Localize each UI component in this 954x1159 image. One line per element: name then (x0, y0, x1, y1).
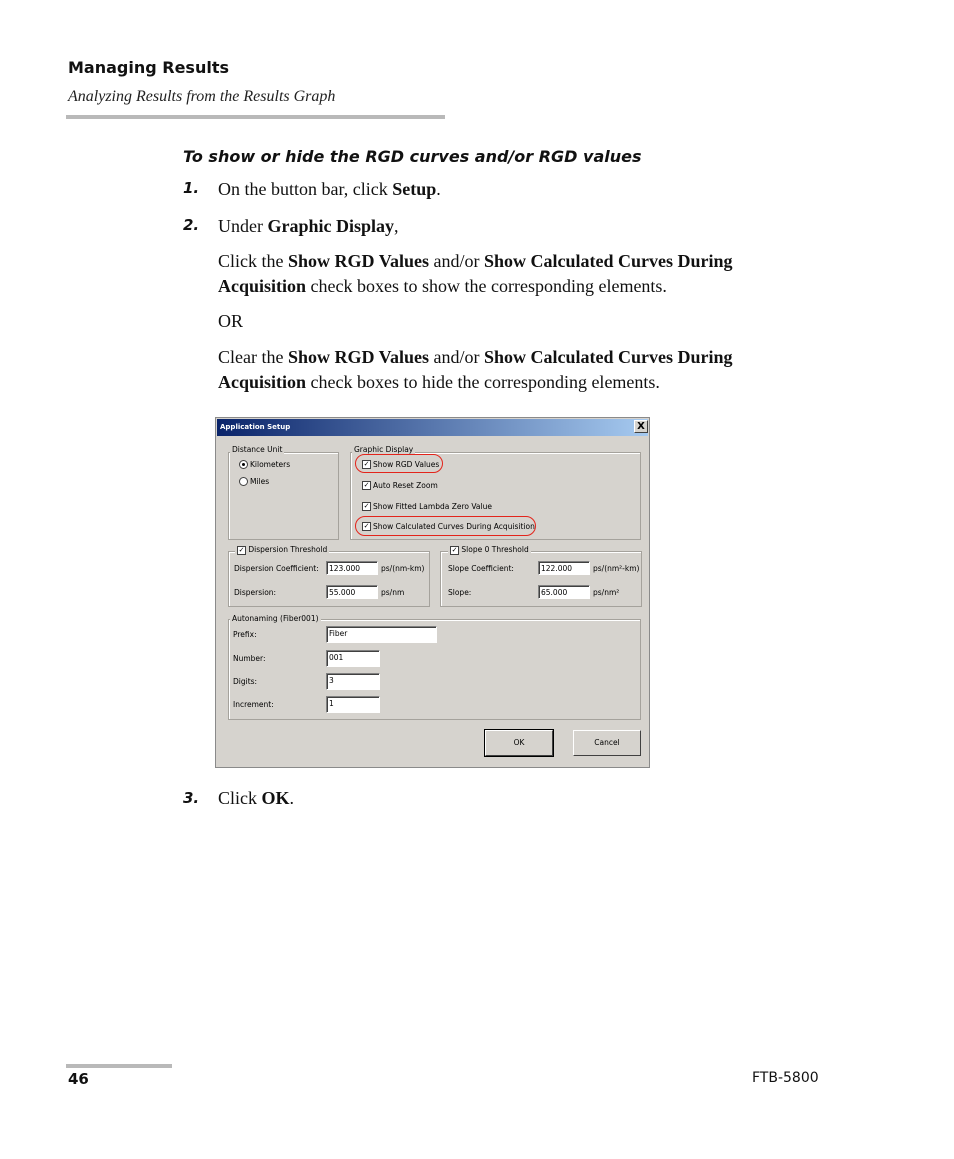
step-1-text (218, 177, 441, 202)
procedure-title: To show or hide the RGD curves and/or RGD values (183, 147, 642, 166)
prefix-field[interactable]: Fiber (326, 626, 437, 643)
slope-threshold-label: Slope 0 Threshold (461, 545, 529, 554)
step-2-text (218, 214, 399, 239)
text: and/or (429, 347, 485, 367)
prefix-label: Prefix: (233, 630, 257, 639)
dispersion-field[interactable]: 55.000 (326, 585, 378, 599)
autonaming-label: Autonaming (Fiber001) (232, 614, 319, 623)
subsection-title: Analyzing Results from the Results Graph (68, 88, 336, 105)
distance-unit-label: Distance Unit (232, 445, 283, 454)
dispersion-threshold-checkbox[interactable]: ✓ (238, 545, 245, 554)
number-label: Number: (233, 654, 266, 663)
dialog-titlebar (217, 419, 648, 436)
auto-reset-zoom-checkbox[interactable]: ✓ (363, 481, 370, 489)
close-icon: X (637, 421, 645, 432)
ui-term: OK (261, 788, 290, 808)
dispersion-threshold-header (235, 545, 329, 555)
punct: . (289, 788, 295, 808)
text: Clear the (218, 347, 288, 367)
step-2 (183, 216, 199, 235)
product-model: FTB-5800 (752, 1070, 819, 1086)
step-1 (183, 179, 199, 198)
show-rgd-values-label: Show RGD Values (373, 460, 440, 469)
text: check boxes to hide the corresponding elements. (306, 372, 660, 392)
footer-rule (66, 1064, 172, 1068)
ui-term: Acquisition (218, 372, 307, 392)
slope-field[interactable]: 65.000 (538, 585, 590, 599)
miles-radio[interactable] (239, 477, 248, 486)
show-fitted-lambda-checkbox[interactable]: ✓ (363, 502, 370, 510)
ui-term: Show RGD Values (287, 347, 430, 367)
ui-term: Graphic Display (267, 216, 395, 236)
ui-term: Show Calculated Curves During (484, 251, 733, 271)
increment-field[interactable]: 1 (326, 696, 380, 713)
step-number: 3. (183, 789, 200, 807)
digits-label: Digits: (233, 677, 258, 686)
slope-label: Slope: (448, 588, 472, 597)
graphic-display-label: Graphic Display (354, 445, 414, 454)
dispersion-coefficient-label: Dispersion Coefficient: (234, 564, 319, 573)
slope-coefficient-label: Slope Coefficient: (448, 564, 514, 573)
highlight-ring (355, 516, 536, 536)
show-paragraph (218, 249, 818, 299)
punct: . (436, 179, 441, 199)
slope-coefficient-field[interactable]: 122.000 (538, 561, 590, 575)
step-text: On the button bar, click (218, 179, 393, 199)
dispersion-coefficient-unit: ps/(nm-km) (381, 564, 425, 573)
highlight-ring (355, 454, 443, 473)
dispersion-unit: ps/nm (381, 588, 405, 597)
step-text: Click (218, 788, 262, 808)
step-number: 2. (183, 216, 200, 234)
text: and/or (429, 251, 485, 271)
step-3 (183, 789, 199, 808)
dispersion-label: Dispersion: (234, 588, 277, 597)
close-button[interactable] (634, 420, 648, 433)
step-text: Under (218, 216, 268, 236)
or-text: OR (218, 311, 244, 331)
ui-term: Show Calculated Curves During (484, 347, 733, 367)
step-3-text (218, 786, 294, 811)
text: Click the (218, 251, 288, 271)
ui-term: Acquisition (218, 276, 307, 296)
text: check boxes to show the corresponding elements. (306, 276, 667, 296)
show-fitted-lambda-label: Show Fitted Lambda Zero Value (373, 502, 492, 511)
dispersion-threshold-label: Dispersion Threshold (248, 545, 328, 554)
number-field[interactable]: 001 (326, 650, 380, 667)
kilometers-radio[interactable] (239, 460, 248, 469)
slope-threshold-checkbox[interactable]: ✓ (451, 545, 458, 554)
slope-threshold-header (448, 545, 531, 555)
dialog-title: Application Setup (220, 423, 291, 431)
punct: , (394, 216, 399, 236)
dispersion-coefficient-field[interactable]: 123.000 (326, 561, 378, 575)
auto-reset-zoom-label: Auto Reset Zoom (373, 481, 438, 490)
cancel-button[interactable]: Cancel (573, 730, 641, 756)
section-title: Managing Results (68, 58, 229, 77)
header-rule (66, 115, 445, 119)
kilometers-label: Kilometers (250, 460, 291, 469)
show-rgd-values-checkbox[interactable]: ✓ (363, 460, 370, 468)
miles-label: Miles (250, 477, 270, 486)
hide-paragraph (218, 345, 818, 395)
ui-term: Show RGD Values (288, 251, 430, 271)
ui-term: Setup (392, 179, 437, 199)
show-calculated-curves-checkbox[interactable]: ✓ (363, 522, 370, 530)
ok-button[interactable]: OK (485, 730, 553, 756)
slope-coefficient-unit: ps/(nm²-km) (593, 564, 640, 573)
application-setup-dialog (215, 417, 650, 768)
slope-unit: ps/nm² (593, 588, 620, 597)
page-number: 46 (68, 1070, 89, 1088)
step-number: 1. (183, 179, 200, 197)
digits-field[interactable]: 3 (326, 673, 380, 690)
show-calculated-curves-label: Show Calculated Curves During Acquisition (373, 522, 535, 531)
increment-label: Increment: (233, 700, 274, 709)
